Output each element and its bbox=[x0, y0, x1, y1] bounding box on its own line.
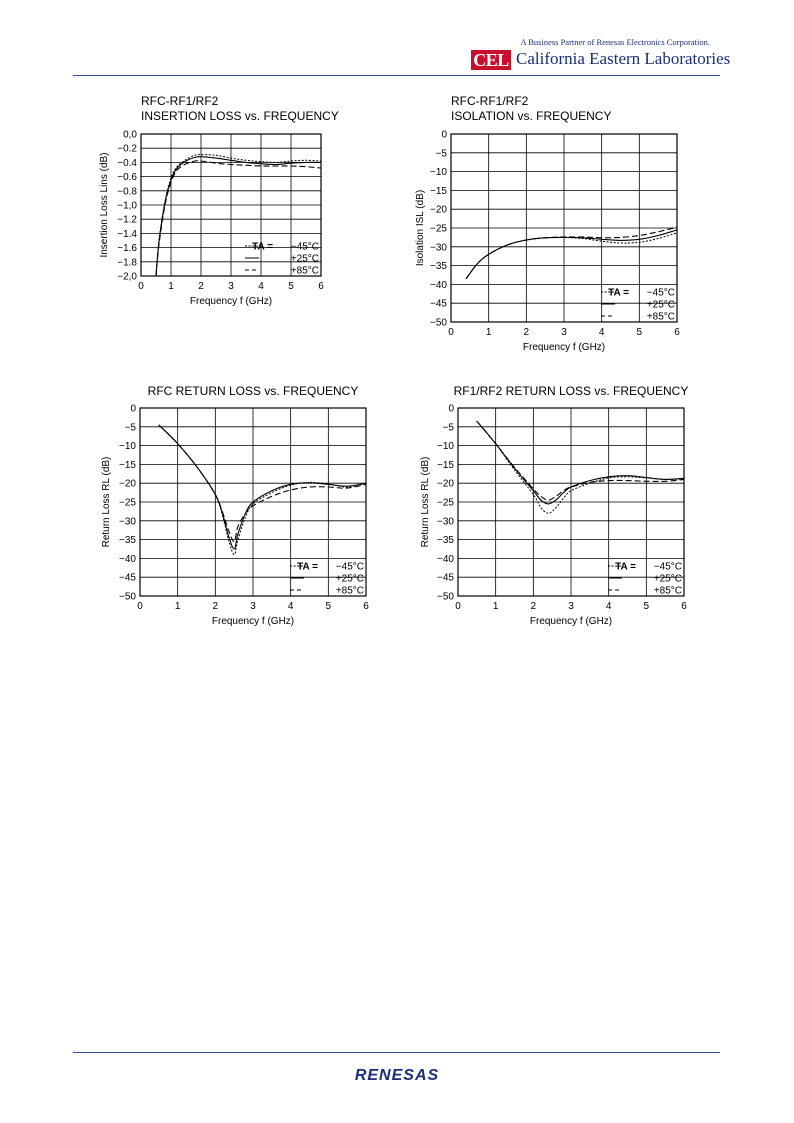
y-tick-label: −15 bbox=[119, 459, 136, 471]
y-tick-label: −50 bbox=[119, 591, 136, 603]
x-tick-label: 4 bbox=[598, 327, 605, 338]
y-tick-label: −5 bbox=[442, 422, 454, 434]
y-tick-label: −20 bbox=[430, 204, 447, 216]
x-tick-label: 2 bbox=[212, 601, 219, 612]
y-tick-label: −2,0 bbox=[117, 271, 137, 283]
y-tick-label: 0 bbox=[441, 129, 447, 141]
x-tick-label: 0 bbox=[138, 281, 144, 292]
x-tick-label: 0 bbox=[455, 601, 461, 612]
y-tick-label: −35 bbox=[430, 261, 447, 273]
company-name: California Eastern Laboratories bbox=[516, 49, 731, 68]
x-tick-label: 5 bbox=[288, 281, 294, 292]
x-tick-label: 1 bbox=[174, 601, 181, 612]
series-line bbox=[159, 425, 366, 549]
legend-title: TA = bbox=[252, 241, 273, 253]
x-tick-label: 3 bbox=[228, 281, 234, 292]
y-tick-label: −45 bbox=[437, 572, 454, 584]
y-tick-label: −0.6 bbox=[117, 172, 137, 184]
y-tick-label: −50 bbox=[437, 591, 454, 603]
renesas-logo: RENESAS bbox=[354, 1067, 440, 1084]
y-tick-label: −45 bbox=[119, 572, 136, 584]
legend-entry-label: −45°C bbox=[653, 561, 682, 573]
y-tick-label: −35 bbox=[119, 535, 136, 547]
y-tick-label: −10 bbox=[119, 441, 136, 453]
y-tick-label: −20 bbox=[437, 478, 454, 490]
x-tick-label: 6 bbox=[363, 601, 369, 612]
chart-title-line: RFC RETURN LOSS vs. FREQUENCY bbox=[147, 384, 359, 398]
legend-entry-label: +25°C bbox=[290, 253, 319, 265]
x-tick-label: 2 bbox=[530, 601, 537, 612]
isolation-chart bbox=[405, 88, 695, 358]
x-tick-label: 5 bbox=[643, 601, 650, 612]
rf1-rf2-return-loss-chart bbox=[410, 380, 700, 630]
legend-entry-label: −45°C bbox=[646, 287, 675, 299]
header-rule bbox=[73, 75, 720, 76]
x-axis-label: Frequency f (GHz) bbox=[529, 616, 613, 627]
legend-entry-label: +85°C bbox=[653, 585, 682, 597]
y-tick-label: −40 bbox=[430, 279, 447, 291]
legend-entry-label: +25°C bbox=[653, 573, 682, 585]
legend-entry-label: +85°C bbox=[646, 311, 675, 323]
series-line bbox=[477, 421, 684, 500]
x-tick-label: 0 bbox=[137, 601, 143, 612]
x-tick-label: 5 bbox=[636, 327, 643, 338]
x-tick-label: 2 bbox=[523, 327, 530, 338]
y-tick-label: −30 bbox=[430, 242, 447, 254]
legend-entry-label: +25°C bbox=[335, 573, 364, 585]
y-axis-label: Return Loss RL (dB) bbox=[420, 456, 431, 548]
y-tick-label: −5 bbox=[435, 148, 447, 160]
y-tick-label: −5 bbox=[124, 422, 136, 434]
x-tick-label: 3 bbox=[250, 601, 256, 612]
chart-title-line: RFC-RF1/RF2 bbox=[451, 94, 529, 108]
x-axis-label: Frequency f (GHz) bbox=[189, 296, 273, 307]
y-tick-label: −15 bbox=[430, 185, 447, 197]
y-tick-label: −15 bbox=[437, 459, 454, 471]
x-tick-label: 6 bbox=[674, 327, 680, 338]
y-tick-label: 0 bbox=[130, 403, 136, 415]
x-tick-label: 1 bbox=[168, 281, 174, 292]
y-tick-label: −40 bbox=[437, 553, 454, 565]
x-tick-label: 4 bbox=[287, 601, 294, 612]
y-tick-label: −50 bbox=[430, 317, 447, 329]
x-tick-label: 2 bbox=[198, 281, 204, 292]
y-tick-label: −35 bbox=[437, 535, 454, 547]
x-tick-label: 3 bbox=[561, 327, 567, 338]
y-tick-label: −0.4 bbox=[117, 157, 137, 169]
legend-entry-label: +85°C bbox=[290, 265, 319, 277]
header-tagline: A Business Partner of Renesas Electronics Corporation. bbox=[520, 37, 710, 47]
y-tick-label: −0.8 bbox=[117, 186, 137, 198]
insertion-loss-chart bbox=[95, 88, 385, 358]
y-tick-label: 0,0 bbox=[123, 129, 137, 141]
y-tick-label: −25 bbox=[430, 223, 447, 235]
y-axis-label: Return Loss RL (dB) bbox=[101, 456, 112, 548]
y-tick-label: −45 bbox=[430, 298, 447, 310]
y-tick-label: −25 bbox=[437, 497, 454, 509]
x-tick-label: 6 bbox=[318, 281, 324, 292]
y-tick-label: −1.8 bbox=[117, 257, 137, 269]
y-tick-label: −1.4 bbox=[117, 228, 137, 240]
y-tick-label: −0.2 bbox=[117, 143, 137, 155]
x-tick-label: 5 bbox=[325, 601, 332, 612]
series-line bbox=[477, 421, 684, 504]
legend-entry-label: +85°C bbox=[335, 585, 364, 597]
chart-title-line: INSERTION LOSS vs. FREQUENCY bbox=[141, 109, 339, 123]
x-tick-label: 4 bbox=[605, 601, 612, 612]
legend-entry-label: −45°C bbox=[335, 561, 364, 573]
cel-logo: CEL bbox=[471, 50, 511, 70]
series-line bbox=[466, 233, 677, 279]
footer-rule bbox=[73, 1052, 720, 1053]
x-tick-label: 0 bbox=[448, 327, 454, 338]
series-line bbox=[466, 227, 677, 279]
x-tick-label: 4 bbox=[258, 281, 264, 292]
x-tick-label: 3 bbox=[568, 601, 574, 612]
legend-title: TA = bbox=[297, 561, 318, 573]
legend-entry-label: +25°C bbox=[646, 299, 675, 311]
y-tick-label: −10 bbox=[437, 441, 454, 453]
legend-title: TA = bbox=[608, 287, 629, 299]
y-tick-label: −20 bbox=[119, 478, 136, 490]
chart-title-line: RF1/RF2 RETURN LOSS vs. FREQUENCY bbox=[453, 384, 689, 398]
y-tick-label: −1,0 bbox=[117, 200, 137, 212]
y-tick-label: −25 bbox=[119, 497, 136, 509]
chart-title-line: RFC-RF1/RF2 bbox=[141, 94, 219, 108]
legend-title: TA = bbox=[615, 561, 636, 573]
x-axis-label: Frequency f (GHz) bbox=[522, 342, 606, 353]
x-axis-label: Frequency f (GHz) bbox=[211, 616, 295, 627]
x-tick-label: 6 bbox=[681, 601, 687, 612]
rfc-return-loss-chart bbox=[95, 380, 385, 630]
y-tick-label: −40 bbox=[119, 553, 136, 565]
legend-entry-label: −45°C bbox=[290, 241, 319, 253]
y-tick-label: −1.2 bbox=[117, 214, 137, 226]
y-axis-label: Insertion Loss Lins (dB) bbox=[99, 152, 110, 258]
y-tick-label: −10 bbox=[430, 167, 447, 179]
chart-title-line: ISOLATION vs. FREQUENCY bbox=[451, 109, 612, 123]
x-tick-label: 1 bbox=[492, 601, 499, 612]
series-line bbox=[477, 421, 684, 513]
y-tick-label: −30 bbox=[119, 516, 136, 528]
series-line bbox=[159, 425, 366, 555]
x-tick-label: 1 bbox=[485, 327, 492, 338]
y-axis-label: Isolation ISL (dB) bbox=[415, 189, 426, 267]
y-tick-label: −30 bbox=[437, 516, 454, 528]
y-tick-label: −1.6 bbox=[117, 243, 137, 255]
y-tick-label: 0 bbox=[448, 403, 454, 415]
